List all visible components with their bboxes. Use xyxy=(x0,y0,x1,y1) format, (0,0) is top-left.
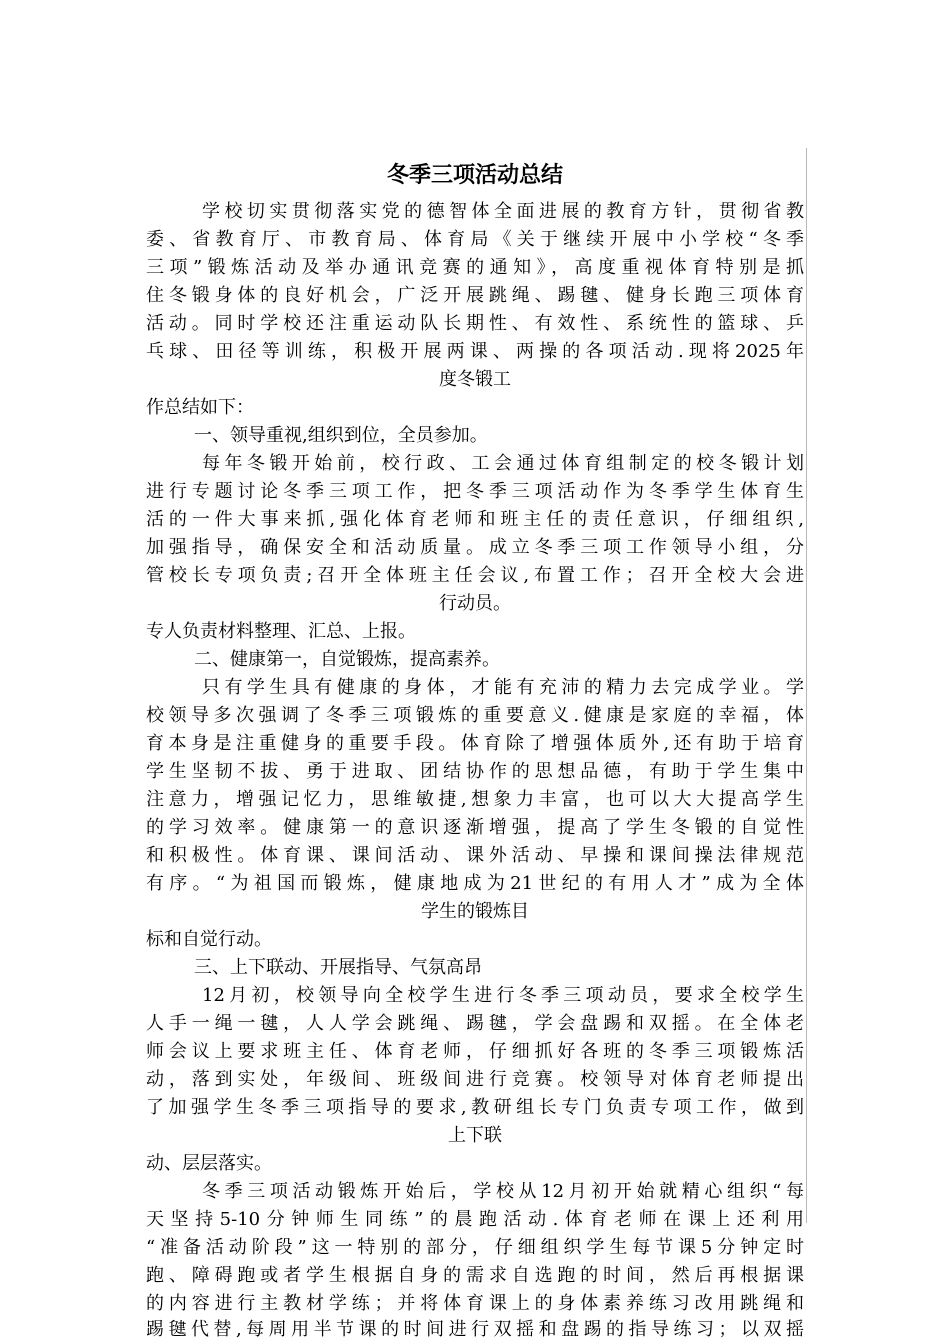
paragraph-line: 天坚持5-10分钟师生同练”的晨跑活动.体育老师在课上还利用 xyxy=(146,1209,804,1230)
paragraph-line: 有序。“为祖国而锻炼，健康地成为21世纪的有用人才”成为全体 xyxy=(146,873,804,894)
paragraph-line: “准备活动阶段”这一特别的部分，仔细组织学生每节课5分钟定时 xyxy=(146,1237,804,1258)
paragraph-line: 三项”锻炼活动及举办通讯竞赛的通知》，高度重视体育特别是抓 xyxy=(146,257,804,278)
paragraph-line: 和积极性。体育课、课间活动、课外活动、早操和课间操法律规范 xyxy=(146,845,804,866)
paragraph-line: 加强指导，确保安全和活动质量。成立冬季三项工作领导小组，分 xyxy=(146,537,804,558)
paragraph-line: 上下联 xyxy=(448,1125,502,1146)
paragraph-line: 活动。同时学校还注重运动队长期性、有效性、系统性的篮球、乒 xyxy=(146,313,804,334)
paragraph-line: 学生的锻炼目 xyxy=(421,901,529,922)
paragraph-line: 踢毽代替,每周用半节课的时间进行双摇和盘踢的指导练习；以双摇 xyxy=(146,1319,804,1340)
document-title: 冬季三项活动总结 xyxy=(386,162,563,188)
paragraph-line: 专人负责材料整理、汇总、上报。 xyxy=(146,621,416,642)
paragraph-line: 活的一件大事来抓,强化体育老师和班主任的责任意识，仔细组织, xyxy=(146,509,804,530)
paragraph-line: 动，落到实处，年级间、班级间进行竞赛。校领导对体育老师提出 xyxy=(146,1069,804,1090)
paragraph-line: 学校切实贯彻落实党的德智体全面进展的教育方针，贯彻省教 xyxy=(202,201,804,222)
paragraph-line: 12月初，校领导向全校学生进行冬季三项动员，要求全校学生 xyxy=(202,985,804,1006)
section-heading: 一、领导重视,组织到位，全员参加。 xyxy=(194,425,488,446)
paragraph-line: 进行专题讨论冬季三项工作，把冬季三项活动作为冬季学生体育生 xyxy=(146,481,804,502)
paragraph-line: 委、省教育厅、市教育局、体育局《关于继续开展中小学校“冬季 xyxy=(146,229,804,250)
paragraph-line: 冬季三项活动锻炼开始后，学校从12月初开始就精心组织“每 xyxy=(202,1181,804,1202)
paragraph-line: 的学习效率。健康第一的意识逐渐增强，提高了学生冬锻的自觉性 xyxy=(146,817,804,838)
page-margin-rule xyxy=(806,148,807,1223)
paragraph-line: 校领导多次强调了冬季三项锻炼的重要意义.健康是家庭的幸福，体 xyxy=(146,705,804,726)
paragraph-line: 的内容进行主教材学练；并将体育课上的身体素养练习改用跳绳和 xyxy=(146,1293,804,1314)
paragraph-line: 动、层层落实。 xyxy=(146,1153,272,1174)
paragraph-line: 每年冬锻开始前，校行政、工会通过体育组制定的校冬锻计划 xyxy=(202,453,804,474)
paragraph-line: 育本身是注重健身的重要手段。体育除了增强体质外,还有助于培育 xyxy=(146,733,804,754)
section-heading: 二、健康第一，自觉锻炼，提高素养。 xyxy=(194,649,500,670)
paragraph-line: 标和自觉行动。 xyxy=(146,929,272,950)
paragraph-line: 注意力，增强记忆力，思维敏捷,想象力丰富，也可以大大提高学生 xyxy=(146,789,804,810)
paragraph-line: 学生坚韧不拔、勇于进取、团结协作的思想品德，有助于学生集中 xyxy=(146,761,804,782)
paragraph-line: 管校长专项负责;召开全体班主任会议,布置工作；召开全校大会进 xyxy=(146,565,804,586)
paragraph-line: 跑、障碍跑或者学生根据自身的需求自选跑的时间，然后再根据课 xyxy=(146,1265,804,1286)
paragraph-line: 度冬锻工 xyxy=(439,369,511,390)
paragraph-line: 师会议上要求班主任、体育老师，仔细抓好各班的冬季三项锻炼活 xyxy=(146,1041,804,1062)
paragraph-line: 只有学生具有健康的身体，才能有充沛的精力去完成学业。学 xyxy=(202,677,804,698)
section-heading: 三、上下联动、开展指导、气氛高昂 xyxy=(194,957,482,978)
paragraph-line: 行动员。 xyxy=(439,593,511,614)
paragraph-line: 了加强学生冬季三项指导的要求,教研组长专门负责专项工作，做到 xyxy=(146,1097,804,1118)
paragraph-line: 住冬锻身体的良好机会，广泛开展跳绳、踢毽、健身长跑三项体育 xyxy=(146,285,804,306)
paragraph-line: 乓球、田径等训练，积极开展两课、两操的各项活动.现将2025年 xyxy=(146,341,804,362)
paragraph-line: 人手一绳一毽，人人学会跳绳、踢毽，学会盘踢和双摇。在全体老 xyxy=(146,1013,804,1034)
paragraph-line: 作总结如下： xyxy=(146,397,254,418)
